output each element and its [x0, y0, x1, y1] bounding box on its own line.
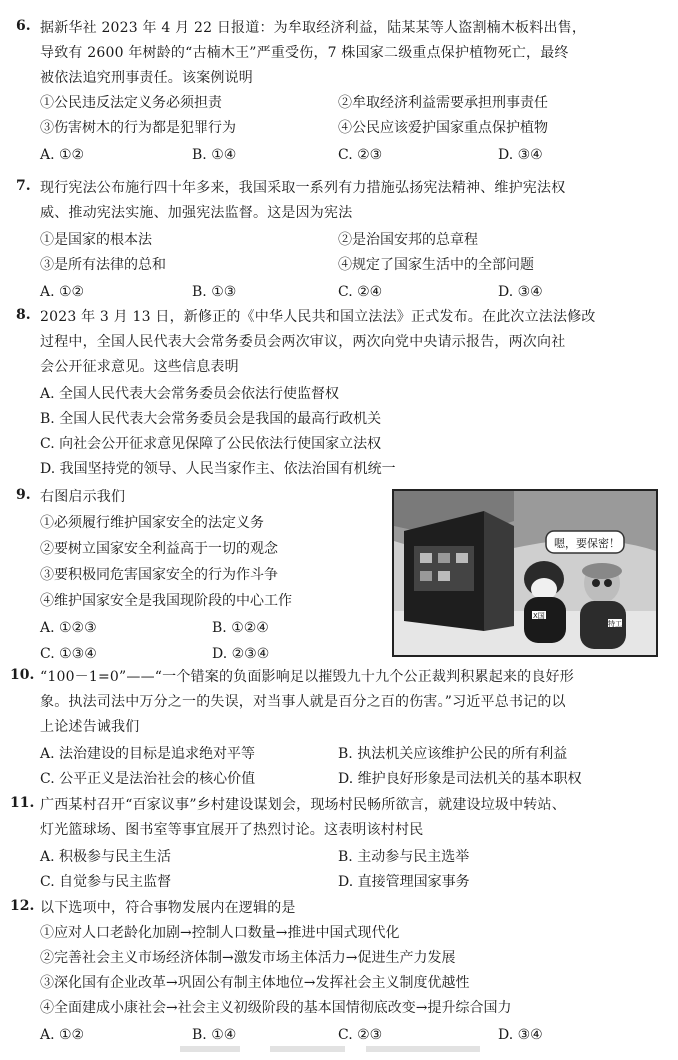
answer-choice: C. ②④ — [338, 284, 383, 300]
answer-choice: B. ①③ — [192, 284, 237, 300]
question-number: 8. — [16, 307, 31, 323]
question-text: 2023 年 3 月 13 日，新修正的《中华人民共和国立法法》正式发布。在此次立法法修改 — [40, 309, 596, 325]
answer-choice: D. ②③④ — [212, 646, 270, 662]
answer-choice: C. ①③④ — [40, 646, 97, 662]
statement-item: ①是国家的根本法 — [40, 232, 152, 248]
statement-item: ③是所有法律的总和 — [40, 257, 166, 273]
statement-item: ④公民应该爱护国家重点保护植物 — [338, 120, 548, 136]
question-number: 11. — [10, 795, 35, 811]
answer-choice: D. 维护良好形象是司法机关的基本职权 — [338, 771, 582, 787]
statement-item: ①公民违反法定义务必须担责 — [40, 95, 222, 111]
answer-choice: D. ③④ — [498, 147, 543, 163]
statement-item: ③深化国有企业改革→巩固公有制主体地位→发挥社会主义制度优越性 — [40, 975, 470, 991]
answer-choice: C. ②③ — [338, 1027, 383, 1043]
question-text: 会公开征求意见。这些信息表明 — [40, 359, 239, 375]
statement-item: ①必须履行维护国家安全的法定义务 — [40, 515, 264, 531]
statement-item: ④全面建成小康社会→社会主义初级阶段的基本国情彻底改变→提升综合国力 — [40, 1000, 512, 1016]
answer-choice: B. 执法机关应该维护公民的所有利益 — [338, 746, 568, 762]
question-text: 广西某村召开“百家议事”乡村建设谋划会，现场村民畅所欲言，就建设垃圾中转站、 — [40, 797, 566, 813]
answer-option: B. 全国人民代表大会常务委员会是我国的最高行政机关 — [40, 411, 382, 427]
national-security-cartoon — [392, 489, 658, 657]
answer-choice: B. ①②④ — [212, 620, 269, 636]
statement-item: ③伤害树木的行为都是犯罪行为 — [40, 120, 236, 136]
statement-item: ④维护国家安全是我国现阶段的中心工作 — [40, 593, 292, 609]
answer-choice: A. 积极参与民主生活 — [40, 849, 172, 865]
statement-item: ①应对人口老龄化加剧→控制人口数量→推进中国式现代化 — [40, 925, 400, 941]
answer-choice: B. ①④ — [192, 147, 237, 163]
answer-choice: A. ①② — [40, 284, 85, 300]
question-number: 10. — [10, 667, 35, 683]
answer-choice: D. ③④ — [498, 284, 543, 300]
answer-choice: C. 自觉参与民主监督 — [40, 874, 172, 890]
statement-item: ②要树立国家安全利益高于一切的观念 — [40, 541, 278, 557]
question-text: 以下选项中，符合事物发展内在逻辑的是 — [40, 900, 296, 916]
cartoon-drawing — [394, 491, 656, 655]
answer-choice: A. ①② — [40, 1027, 85, 1043]
answer-choice: A. ①②③ — [40, 620, 97, 636]
answer-choice: B. 主动参与民主选举 — [338, 849, 470, 865]
answer-choice: D. 直接管理国家事务 — [338, 874, 470, 890]
answer-choice: B. ①④ — [192, 1027, 237, 1043]
question-text: 象。执法司法中万分之一的失误，对当事人就是百分之百的伤害。”习近平总书记的以 — [40, 694, 566, 710]
statement-item: ②牟取经济利益需要承担刑事责任 — [338, 95, 548, 111]
person-agent-icon — [524, 561, 566, 643]
question-text: 导致有 2600 年树龄的“古楠木王”严重受伤，7 株国家二级重点保护植物死亡，最终 — [40, 45, 569, 61]
answer-choice: C. 公平正义是法治社会的核心价值 — [40, 771, 256, 787]
badge-label: X国 — [533, 612, 545, 620]
page-footer-fragment — [180, 1046, 480, 1052]
question-number: 7. — [16, 178, 31, 194]
question-text: 被依法追究刑事责任。该案例说明 — [40, 70, 253, 86]
building-icon — [404, 511, 514, 631]
answer-choice: D. ③④ — [498, 1027, 543, 1043]
question-text: “100－1=0”——“一个错案的负面影响足以摧毁九十九个公正裁判积累起来的良好形 — [40, 669, 574, 685]
statement-item: ②完善社会主义市场经济体制→激发市场主体活力→促进生产力发展 — [40, 950, 456, 966]
answer-choice: C. ②③ — [338, 147, 383, 163]
question-text: 威、推动宪法实施、加强宪法监督。这是因为宪法 — [40, 205, 353, 221]
answer-option: D. 我国坚持党的领导、人民当家作主、依法治国有机统一 — [40, 461, 396, 477]
answer-choice: A. ①② — [40, 147, 85, 163]
question-text: 现行宪法公布施行四十年多来，我国采取一系列有力措施弘扬宪法精神、维护宪法权 — [40, 180, 566, 196]
statement-item: ③要积极同危害国家安全的行为作斗争 — [40, 567, 278, 583]
answer-option: A. 全国人民代表大会常务委员会依法行使监督权 — [40, 386, 340, 402]
statement-item: ②是治国安邦的总章程 — [338, 232, 478, 248]
question-text: 过程中，全国人民代表大会常务委员会两次审议，两次向党中央请示报告，两次向社 — [40, 334, 566, 350]
question-text: 上论述告诫我们 — [40, 719, 140, 735]
question-text: 据新华社 2023 年 4 月 22 日报道：为牟取经济利益，陆某某等人盗割楠木板料出售， — [40, 20, 587, 36]
question-number: 6. — [16, 18, 31, 34]
answer-option: C. 向社会公开征求意见保障了公民依法行使国家立法权 — [40, 436, 382, 452]
question-number: 12. — [10, 898, 35, 914]
badge-label: 特工 — [608, 620, 622, 628]
question-number: 9. — [16, 487, 31, 503]
question-text: 右图启示我们 — [40, 489, 126, 505]
speech-text: 嗯，要保密！ — [554, 537, 620, 550]
statement-item: ④规定了国家生活中的全部问题 — [338, 257, 534, 273]
question-text: 灯光篮球场、图书室等事宜展开了热烈讨论。这表明该村村民 — [40, 822, 424, 838]
answer-choice: A. 法治建设的目标是追求绝对平等 — [40, 746, 256, 762]
